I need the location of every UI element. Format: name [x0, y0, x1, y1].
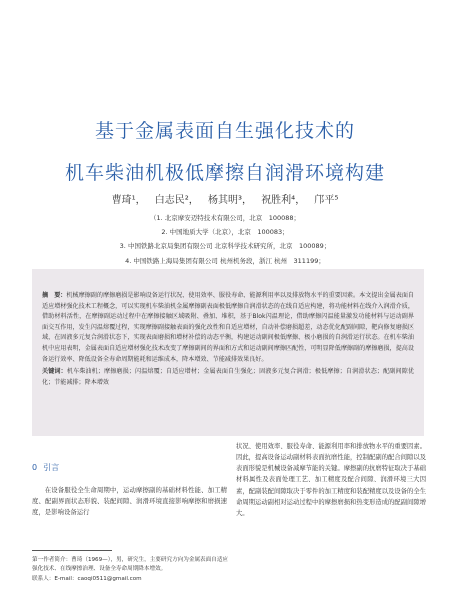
- author-2: 白志民²，: [154, 195, 199, 206]
- section-number: 0: [32, 463, 38, 472]
- abstract: [42, 291, 414, 365]
- intro-paragraph-right: 状况、使用效率、服役寿命、能源利用率和排放物水平的重要因素。因此，提高设备运动副材料表面抗磨性能，控制配副的配合间隙以及表面形貌是机械设备减摩节能的关键。摩擦副的抗磨特征取决于基础材料属性及表面处理工艺、加工精度及配合间隙、润滑环境三大因素，配副装配间隙取决于零件的加工精度和装配精度以及设备的全生命周期运动副相对运动过程中的摩擦磨损和热变形造成的配副间隙增大。: [236, 443, 426, 517]
- right-column: [236, 441, 426, 519]
- footnote-author-bio: 第一作者简介：曹琦（1969—），男，研究生，主要研究方向为金属表面自适应强化技术、在线摩擦治理、设备全寿命周期降本增效。: [32, 557, 229, 573]
- affiliation-3: 3. 中国铁路北京局集团有限公司 北京科学技术研究所，北京 100089；: [119, 242, 331, 251]
- affiliation-1: （1. 北京摩安迈特技术有限公司，北京 100088；: [149, 214, 301, 222]
- section-title: 引言: [43, 463, 60, 472]
- left-column: [32, 462, 227, 519]
- title-line-2: 机车柴油机极低摩擦自润滑环境构建: [64, 162, 385, 184]
- keywords-text: 机车柴油机；摩擦磨损；闪温熔覆；自适应增材；金属表面自生强化；固液多元复合润滑；极低摩擦；自润滑状态；配副间隙优化；节能减排；降本增效: [42, 368, 415, 386]
- intro-paragraph-left: 在设备服役全生命周期中，运动摩擦副的基础材料性能、加工精度、配副界面状态形貌、装配间隙、润滑环境直接影响摩擦和磨损速度，是影响设备运行: [32, 486, 227, 517]
- author-1: 曹琦¹，: [111, 195, 146, 206]
- abstract-label: 摘 要：: [42, 292, 67, 299]
- affiliation-4: 4. 中国铁路上海局集团有限公司 杭州机务段，浙江 杭州 311199；: [125, 256, 325, 265]
- abstract-box: [32, 269, 424, 436]
- affiliation-2: 2. 中国地质大学（北京），北京 100083；: [161, 228, 289, 237]
- footnote-divider: [32, 550, 112, 551]
- authors: [0, 191, 450, 206]
- footnote-contact: 联系人：E-mail：caoqi0511@gmail.com: [32, 575, 142, 582]
- section-heading: [32, 462, 227, 473]
- title-line-1: 基于金属表面自生强化技术的: [94, 120, 355, 142]
- footnote: [32, 556, 232, 584]
- keywords-label: 关键词：: [42, 368, 67, 376]
- author-4: 祝胜利⁴，: [261, 195, 306, 206]
- abstract-text: 机械摩擦副的摩擦磨损是影响设备运行状况、使用效率、服役寿命、能源利用率以及排放物水平的重要因素。本文提出金属表面自适应增材强化技术工程概念，可以实现机车柴油机金属摩擦副表面极低摩擦自润滑状态的在线自适应构建，将功能材料在线介入润滑介质，借助材料活性，在摩擦副运动过程中在摩擦接触区域吸附、叠加、堆积，基于Blok闪温理论，借助摩擦闪温能量激发功能材料与运动副界面交互作用，发生闪温熔覆过程，实现摩擦副接触表面的强化改性和自适应增材，自动补偿磨损超差，动态优化配副间隙，靶向修复磨损区域，在固液多元复合润滑状态下，实现表面磨损和增材补偿的动态平衡，构建运动副间极低摩擦、极小磨损的自润滑运行状态。在机车柴油机中应用表明，金属表面自适应增材强化技术改变了摩擦副间的界面和方式和运动副间摩擦匹配性，可明显降低摩擦副的摩擦磨损，提高设备运行效率、降低设备全寿命周期能耗和运维成本，降本增效、节能减排效果良好。: [42, 292, 415, 363]
- keywords: [42, 367, 414, 388]
- author-3: 杨其明³，: [207, 195, 252, 206]
- author-5: 邝平⁵: [314, 195, 339, 206]
